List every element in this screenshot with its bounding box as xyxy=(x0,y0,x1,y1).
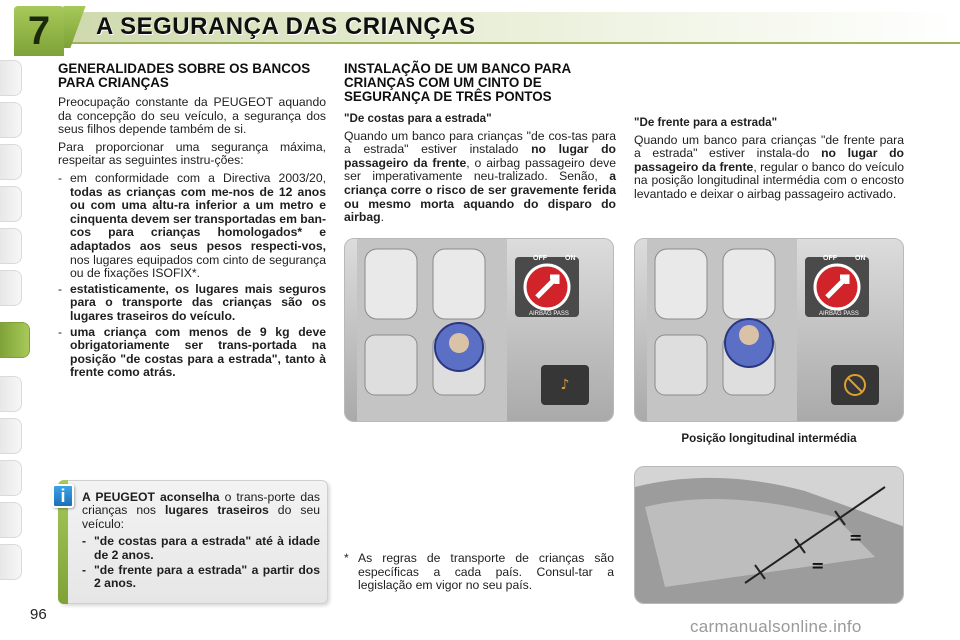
list-dash: - xyxy=(82,563,87,578)
svg-text:♪: ♪ xyxy=(560,377,570,393)
side-tab[interactable] xyxy=(0,502,22,538)
right-column xyxy=(634,116,904,206)
side-tab-active-chapter[interactable] xyxy=(0,322,30,358)
seat-rail-view xyxy=(635,467,904,604)
subheading-rear-facing: "De costas para a estrada" xyxy=(344,112,492,125)
side-tab[interactable] xyxy=(0,186,22,222)
watermark: carmanualsonline.info xyxy=(690,617,862,636)
side-tab[interactable] xyxy=(0,544,22,580)
seat-position-caption: Posição longitudinal intermédia xyxy=(681,432,857,445)
svg-text:=: = xyxy=(811,556,825,575)
svg-text:=: = xyxy=(849,528,863,547)
chapter-side-tabs xyxy=(0,60,30,580)
side-tab[interactable] xyxy=(0,418,22,454)
info-box-text: A PEUGEOT aconselha o trans-porte das crianças nos lugares traseiros do seu veículo: xyxy=(82,490,320,531)
subheading-forward-facing: "De frente para a estrada" xyxy=(634,116,778,129)
info-icon: i xyxy=(52,484,74,508)
info-list-item-text: "de costas para a estrada" até à idade de 2 anos. xyxy=(94,534,320,562)
list-dash: - xyxy=(58,170,63,185)
side-tab[interactable] xyxy=(0,102,22,138)
airbag-off-label: OFF xyxy=(533,255,547,262)
forward-facing-paragraph: Quando um banco para crianças "de frente para a estrada" estiver instala-do no lugar do passageiro da frente, regular o banco do veículo na posição longitudinal intermédia com o encosto levantado e deixar o airbag passageiro activado. xyxy=(634,132,904,201)
list-item-text: em conformidade com a Directiva 2003/20, todas as crianças com me-nos de 12 anos ou com uma altu-ra inferior a um metro e cinquenta devem ser transportadas em ban-cos para crianças homologados* e adaptados aos seus pesos respecti-vos, nos lugares equipados com cinto de segurança ou de fixações ISOFIX*. xyxy=(70,170,327,281)
side-tab[interactable] xyxy=(0,270,22,306)
list-item xyxy=(58,283,326,324)
airbag-on-label: ON xyxy=(565,255,576,262)
car-interior-top-view xyxy=(345,239,614,422)
chapter-number: 7 xyxy=(14,6,64,56)
list-dash: - xyxy=(58,281,63,296)
side-tab[interactable] xyxy=(0,228,22,264)
airbag-on-label: ON xyxy=(855,255,866,262)
list-item xyxy=(58,326,326,380)
info-list-item xyxy=(82,535,320,562)
footnote-asterisk: * xyxy=(344,551,349,565)
page-header xyxy=(0,0,960,56)
info-list-item xyxy=(82,564,320,591)
middle-column xyxy=(344,62,616,229)
info-list-item-text: "de frente para a estrada" a partir dos 2 anos. xyxy=(94,563,320,591)
list-item-text: uma criança com menos de 9 kg deve obrigatoriamente ser trans-portada na posição "de costas para a estrada", tanto à frente como atrás. xyxy=(70,324,326,380)
intro-paragraph: Preocupação constante da PEUGEOT aquando da concepção do seu veículo, a segurança dos seus filhos depende também de si. xyxy=(58,95,326,137)
rear-facing-paragraph: Quando um banco para crianças "de cos-tas para a estrada" estiver instalado no lugar do passageiro da frente, o airbag passageiro deve ser imperativamente neu-tralizado. Senão, a criança corre o risco de ser gravemente ferida ou mesmo morta aquando do disparo do airbag. xyxy=(344,128,616,225)
instructions-paragraph: Para proporcionar uma segurança máxima, respeitar as seguintes instru-ções: xyxy=(58,139,326,168)
left-column xyxy=(58,62,326,382)
section-heading-installation: INSTALAÇÃO DE UM BANCO PARA CRIANÇAS COM UM CINTO DE SEGURANÇA DE TRÊS PONTOS xyxy=(344,61,571,104)
forward-facing-seat-illustration xyxy=(634,238,904,422)
list-item-text: estatisticamente, os lugares mais seguros para o transporte das crianças são os lugares traseiros do veículo. xyxy=(70,281,326,323)
side-tab[interactable] xyxy=(0,60,22,96)
side-tab[interactable] xyxy=(0,376,22,412)
section-heading-generalities: GENERALIDADES SOBRE OS BANCOS PARA CRIANÇAS xyxy=(58,61,311,90)
info-box-content xyxy=(82,491,320,593)
side-tab[interactable] xyxy=(0,460,22,496)
list-dash: - xyxy=(58,324,63,339)
airbag-pass-label: AIRBAG PASS xyxy=(819,311,859,317)
side-tab[interactable] xyxy=(0,144,22,180)
car-interior-top-view xyxy=(635,239,904,422)
footnote-item xyxy=(344,552,614,593)
rear-facing-seat-illustration xyxy=(344,238,614,422)
footnote-text: As regras de transporte de crianças são específicas a cada país. Consul-tar a legislação em vigor no seu país. xyxy=(358,551,614,593)
page-number: 96 xyxy=(30,606,47,623)
footnote xyxy=(344,552,614,595)
airbag-pass-label: AIRBAG PASS xyxy=(529,311,569,317)
seat-slide-illustration xyxy=(634,466,904,604)
airbag-off-label: OFF xyxy=(823,255,837,262)
page-title: A SEGURANÇA DAS CRIANÇAS xyxy=(96,13,476,40)
list-item xyxy=(58,172,326,281)
header-divider xyxy=(64,42,960,44)
list-dash: - xyxy=(82,534,87,549)
